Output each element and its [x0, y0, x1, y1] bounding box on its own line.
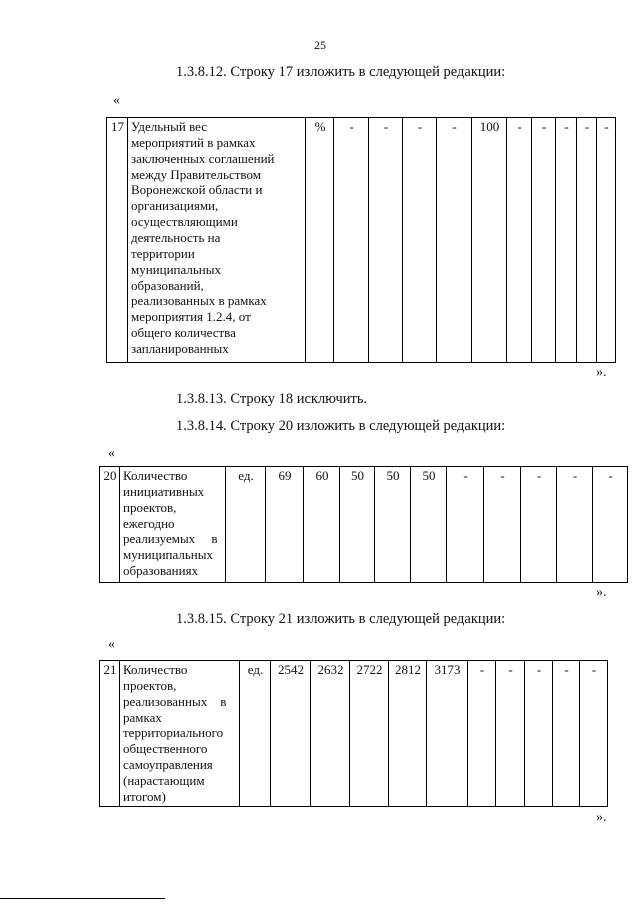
description-line: Количество	[123, 468, 188, 483]
section-heading-row21: 1.3.8.15. Строку 21 изложить в следующей редакции:	[176, 611, 506, 627]
page-number: 25	[314, 38, 326, 52]
description-line: между Правительством	[131, 166, 261, 182]
value-cell: 50	[375, 467, 411, 583]
description-line: деятельность на	[131, 230, 221, 246]
description-line: Удельный вес	[131, 119, 208, 134]
value-cell: -	[334, 118, 369, 363]
table-row-20	[99, 466, 628, 583]
value-cell: 100	[472, 118, 507, 363]
value-cell: 2542	[271, 661, 311, 807]
row-unit: ед.	[226, 467, 266, 583]
value-cell: -	[496, 661, 525, 807]
row-description	[120, 661, 240, 807]
description-line: запланированных	[131, 341, 229, 357]
value-cell: -	[369, 118, 403, 363]
section-heading-row17: 1.3.8.12. Строку 17 изложить в следующей редакции:	[176, 64, 506, 80]
description-line: общего количества	[131, 325, 236, 341]
description-line: реализуемых в	[123, 531, 218, 547]
description-line: (нарастающим	[123, 773, 205, 789]
row-number: 17	[107, 118, 128, 363]
value-cell: 2722	[350, 661, 389, 807]
value-cell: -	[525, 661, 553, 807]
description-line: инициативных	[123, 483, 205, 499]
description-line: реализованных в	[123, 693, 227, 709]
description-line: территориального	[123, 725, 224, 741]
description-line: мероприятий в рамках	[131, 134, 256, 150]
description-line: реализованных в рамках	[131, 293, 267, 309]
open-quote: «	[113, 93, 120, 108]
value-cell: 60	[304, 467, 340, 583]
description-line: Воронежской области и	[131, 182, 263, 198]
value-cell: -	[577, 118, 597, 363]
value-cell: 50	[340, 467, 375, 583]
value-cell: -	[553, 661, 580, 807]
value-cell: 69	[266, 467, 304, 583]
close-quote: ».	[596, 365, 607, 380]
description-line: муниципальных	[123, 547, 214, 563]
description-line: заключенных соглашений	[131, 150, 275, 166]
row-number: 21	[100, 661, 120, 807]
value-cell: -	[597, 118, 616, 363]
value-cell: 2812	[389, 661, 427, 807]
open-quote: «	[108, 446, 115, 461]
description-line: проектов,	[123, 499, 177, 515]
description-line: ежегодно	[123, 515, 175, 531]
value-cell: -	[403, 118, 437, 363]
value-cell: -	[557, 467, 593, 583]
value-cell: -	[521, 467, 557, 583]
description-line: рамках	[123, 709, 162, 725]
section-heading-row20: 1.3.8.14. Строку 20 изложить в следующей редакции:	[176, 418, 506, 434]
value-cell: -	[556, 118, 577, 363]
close-quote: ».	[596, 810, 607, 825]
description-line: проектов,	[123, 677, 177, 693]
description-line: Количество	[123, 662, 188, 677]
value-cell: -	[437, 118, 472, 363]
value-cell: 2632	[311, 661, 350, 807]
description-line: территории	[131, 245, 195, 261]
row-unit: %	[306, 118, 334, 363]
description-line: образованиях	[123, 563, 199, 579]
value-cell: -	[532, 118, 556, 363]
value-cell: 50	[411, 467, 447, 583]
description-line: организациями,	[131, 198, 219, 214]
value-cell: -	[580, 661, 608, 807]
value-cell: 3173	[427, 661, 468, 807]
row-description	[120, 467, 226, 583]
section-heading-row18: 1.3.8.13. Строку 18 исключить.	[176, 391, 368, 407]
description-line: общественного	[123, 741, 208, 757]
description-line: муниципальных	[131, 261, 222, 277]
row-unit: ед.	[240, 661, 271, 807]
value-cell: -	[447, 467, 484, 583]
row-number: 20	[100, 467, 120, 583]
open-quote: «	[108, 637, 115, 652]
description-line: самоуправления	[123, 757, 213, 773]
table-row-21	[99, 660, 608, 807]
value-cell: -	[468, 661, 496, 807]
description-line: итогом)	[123, 788, 166, 804]
description-line: осуществляющими	[131, 214, 238, 230]
description-line: мероприятия 1.2.4, от	[131, 309, 251, 325]
value-cell: -	[484, 467, 521, 583]
row-description	[128, 118, 306, 363]
close-quote: ».	[596, 585, 607, 600]
footnote-divider	[0, 898, 165, 899]
description-line: образований,	[131, 277, 204, 293]
table-row-17	[106, 117, 616, 363]
value-cell: -	[507, 118, 532, 363]
value-cell: -	[593, 467, 628, 583]
